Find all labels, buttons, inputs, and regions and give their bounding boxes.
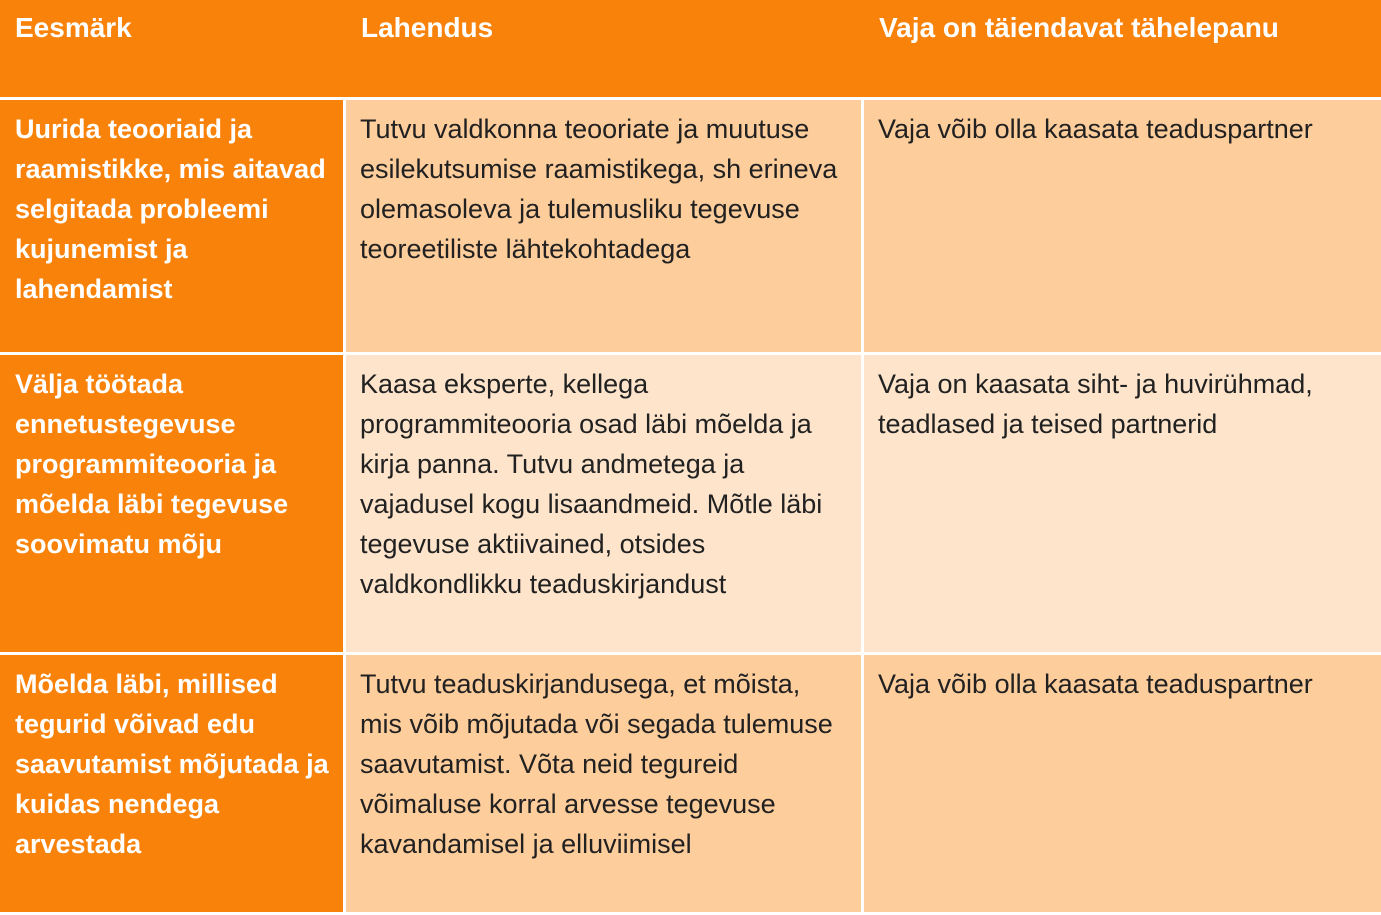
table-row-2-attention-cell: Vaja on kaasata siht- ja huvirühmad, teadlased ja teised partnerid — [864, 355, 1381, 652]
table-row-1-solution-cell: Tutvu valdkonna teooriate ja muutuse esilekutsumise raamistikega, sh erineva olemasoleva ja tulemusliku tegevuse teoreetiliste lähtekohtadega — [346, 100, 861, 352]
table-row-2-goal-cell: Välja töötada ennetustegevuse programmiteooria ja mõelda läbi tegevuse soovimatu mõju — [0, 355, 343, 652]
column-header-lahendus: Lahendus — [361, 12, 494, 43]
column-header-eesmark: Eesmärk — [15, 12, 132, 43]
table-row-1-attention-cell: Vaja võib olla kaasata teaduspartner — [864, 100, 1381, 352]
table-header-row — [0, 0, 1381, 97]
column-header-tahelepanu: Vaja on täiendavat tähelepanu — [879, 12, 1279, 43]
table-row-3-attention-cell: Vaja võib olla kaasata teaduspartner — [864, 655, 1381, 912]
table-body — [0, 100, 1381, 912]
table-row-3-solution-cell: Tutvu teaduskirjandusega, et mõista, mis võib mõjutada või segada tulemuse saavutamist. Võta neid tegureid võimaluse korral arvesse tegevuse kavandamisel ja elluviimisel — [346, 655, 861, 912]
table-row-1-goal-cell: Uurida teooriaid ja raamistikke, mis aitavad selgitada probleemi kujunemist ja lahendamist — [0, 100, 343, 352]
table-row-3-goal-cell: Mõelda läbi, millised tegurid võivad edu saavutamist mõjutada ja kuidas nendega arvestada — [0, 655, 343, 912]
table-row-2-solution-cell: Kaasa eksperte, kellega programmiteooria osad läbi mõelda ja kirja panna. Tutvu andmetega ja vajadusel kogu lisaandmeid. Mõtle läbi tegevuse aktiivained, otsides valdkondlikku teaduskirjandust — [346, 355, 861, 652]
